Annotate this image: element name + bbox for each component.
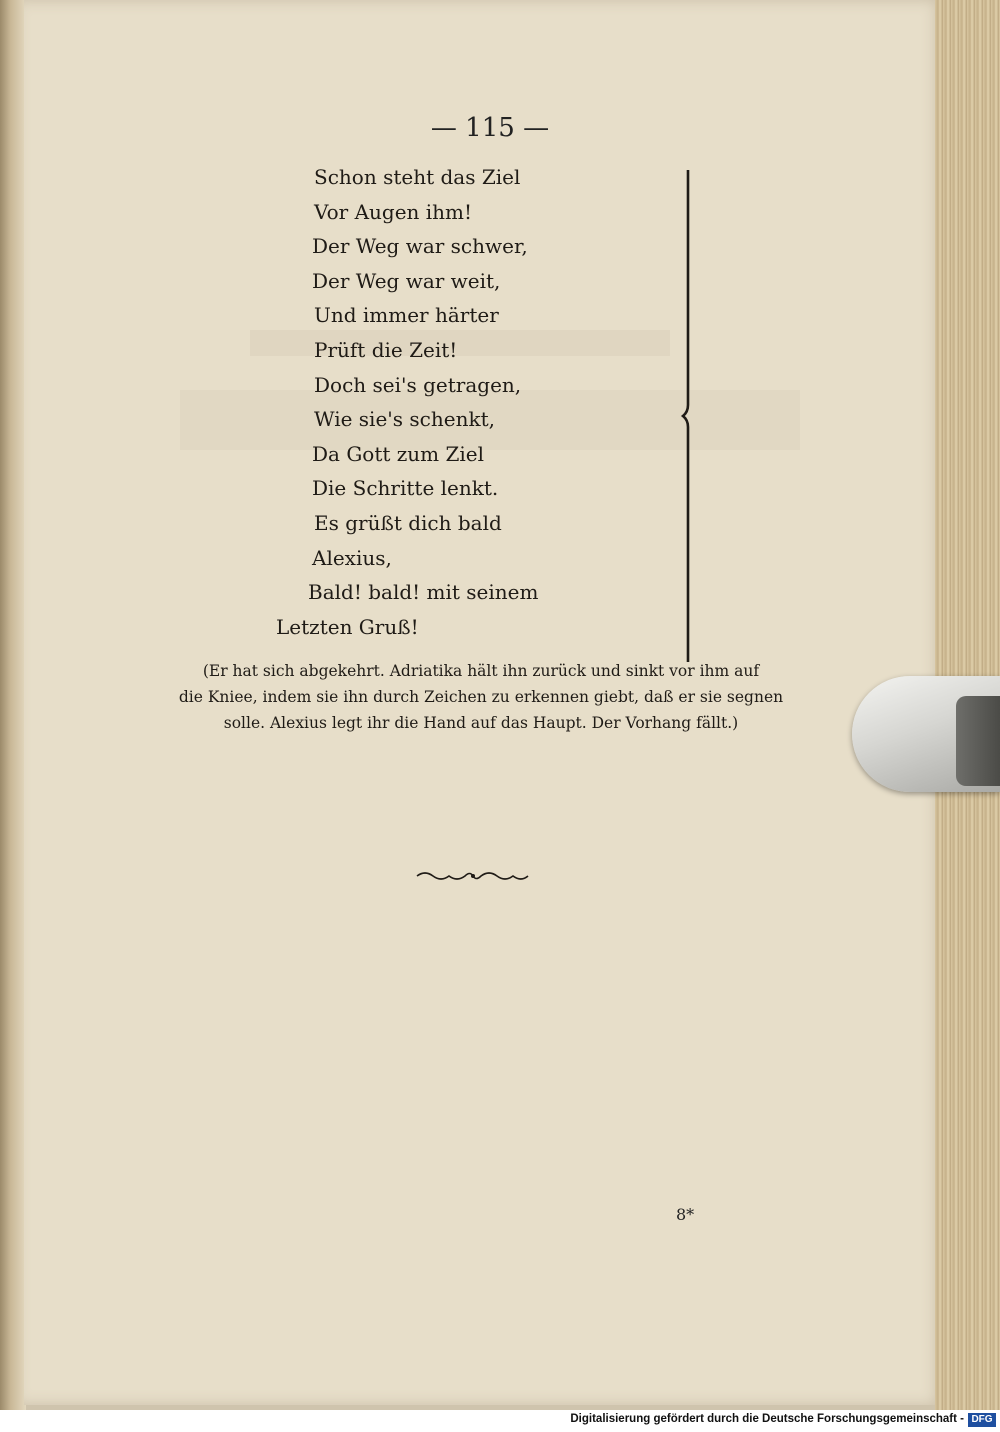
- signature-mark: 8*: [676, 1205, 695, 1224]
- verse-line: Da Gott zum Ziel: [312, 441, 485, 466]
- stage-direction: [166, 658, 796, 736]
- clip-shadow: [956, 696, 1000, 786]
- verse-line: Schon steht das Ziel: [314, 165, 521, 189]
- verse-line: Doch sei's getragen,: [314, 372, 522, 397]
- verse-line: Prüft die Zeit!: [314, 337, 458, 362]
- page-clip: [852, 676, 1000, 792]
- verse-line: Vor Augen ihm!: [314, 199, 473, 224]
- verse-block: [276, 160, 692, 644]
- verse-line: Der Weg war schwer,: [312, 234, 528, 259]
- curly-brace: [680, 170, 694, 662]
- verse-line: Letzten Gruß!: [276, 614, 419, 639]
- stage-direction-line: (Er hat sich abgekehrt. Adriatika hält ihn zurück und sinkt vor ihm auf: [202, 662, 760, 680]
- footer-credit: Digitalisierung gefördert durch die Deutsche Forschungsgemeinschaft -: [570, 1413, 964, 1425]
- stage-direction-line: solle. Alexius legt ihr die Hand auf das Haupt. Der Vorhang fällt.): [223, 714, 739, 732]
- stage-direction-line: die Kniee, indem sie ihn durch Zeichen zu erkennen giebt, daß er sie segnen: [178, 688, 784, 706]
- page-number: — 115 —: [430, 113, 550, 143]
- footer-bar: [0, 1410, 1000, 1432]
- verse-line: Bald! bald! mit seinem: [308, 580, 539, 605]
- verse-line: Der Weg war weit,: [312, 268, 501, 293]
- previous-page-edge: [0, 0, 26, 1410]
- dfg-logo-icon: DFG: [968, 1413, 996, 1427]
- verse-line: Alexius,: [312, 545, 392, 570]
- ornament-divider-icon: [415, 866, 530, 886]
- verse-line: Und immer härter: [314, 303, 499, 328]
- verse-line: Die Schritte lenkt.: [312, 476, 499, 501]
- verse-line: Wie sie's schenkt,: [314, 407, 495, 432]
- verse-line: Es grüßt dich bald: [314, 510, 502, 535]
